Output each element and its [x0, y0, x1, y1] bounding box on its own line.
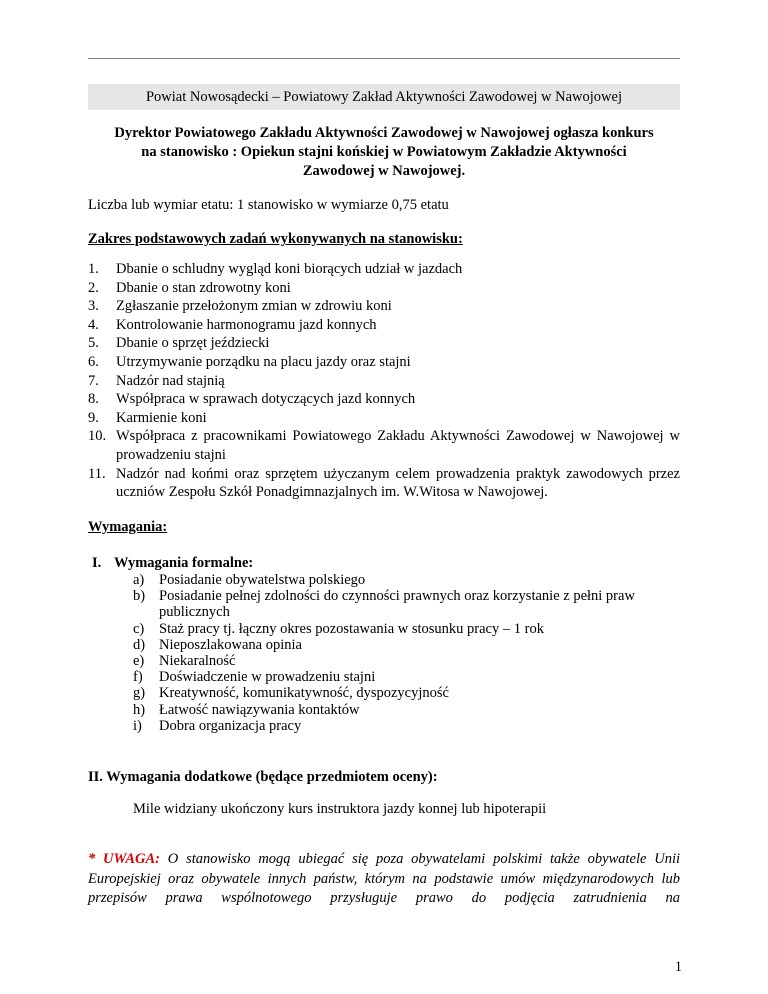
extra-requirements-heading: II. Wymagania dodatkowe (będące przedmiotem oceny): [88, 769, 438, 785]
announcement-line: na stanowisko : Opiekun stajni końskiej w Powiatowym Zakładzie Aktywności [141, 144, 627, 160]
list-item [133, 702, 680, 718]
list-item [88, 427, 680, 464]
list-item [133, 621, 680, 637]
list-item-letter: g) [133, 685, 146, 702]
list-item-text: Współpraca z pracownikami Powiatowego Zakładu Aktywności Zawodowej w Nawojowej w prowadzeniu stajni [116, 428, 680, 463]
formal-requirements-title: Wymagania formalne: [114, 555, 254, 571]
list-item [133, 718, 680, 734]
formal-requirements-heading [92, 554, 253, 573]
list-item-number: 6. [88, 353, 99, 370]
list-item [133, 588, 680, 620]
list-item-text: Zgłaszanie przełożonym zmian w zdrowiu koni [116, 298, 392, 315]
announcement-title [88, 124, 680, 181]
list-item-letter: f) [133, 669, 143, 686]
list-item [88, 465, 680, 502]
list-item-text: Niekaralność [159, 653, 236, 670]
list-item [88, 297, 680, 316]
requirements-heading: Wymagania: [88, 519, 168, 535]
list-item [88, 334, 680, 353]
list-item-text: Nadzór nad stajnią [116, 372, 225, 389]
list-item-number: 5. [88, 335, 99, 352]
list-item-number: 1. [88, 261, 99, 277]
list-item-letter: e) [133, 653, 145, 670]
tasks-heading [88, 230, 463, 249]
list-item [88, 279, 680, 298]
announcement-line: Dyrektor Powiatowego Zakładu Aktywności Zawodowej w Nawojowej ogłasza konkurs [114, 125, 654, 141]
list-item-text: Nadzór nad końmi oraz sprzętem użyczanym celem prowadzenia praktyk zawodowych przez uczniów Zespołu Szkół Ponadgimnazjalnych im. W.Witosa w Nawojowej. [116, 465, 680, 501]
list-item-letter: h) [133, 701, 146, 718]
list-item-letter: d) [133, 636, 146, 653]
list-item [133, 637, 680, 653]
extra-requirements-text: Mile widziany ukończony kurs instruktora jazdy konnej lub hipoterapii [133, 801, 547, 817]
note-label: * UWAGA: [88, 851, 160, 867]
list-item-text: Dbanie o sprzęt jeździecki [116, 335, 270, 352]
list-item-text: Karmienie koni [116, 409, 207, 426]
tasks-heading-colon: : [457, 231, 463, 247]
list-item-text: Łatwość nawiązywania kontaktów [159, 701, 360, 718]
list-item-text: Kreatywność, komunikatywność, dyspozycyjność [159, 685, 449, 702]
list-item-letter: b) [133, 588, 146, 605]
tasks-heading-text: Zakres podstawowych zadań wykonywanych na stanowisku [88, 231, 458, 247]
header-band: Powiat Nowosądecki – Powiatowy Zakład Aktywności Zawodowej w Nawojowej [88, 84, 680, 110]
list-item-text: Dobra organizacja pracy [159, 717, 302, 734]
formal-requirements-list [133, 572, 680, 734]
list-item-number: 10. [88, 428, 107, 445]
list-item [88, 316, 680, 335]
list-item-text: Kontrolowanie harmonogramu jazd konnych [116, 316, 377, 333]
list-item-number: 11. [88, 465, 106, 482]
list-item-text: Staż pracy tj. łączny okres pozostawania w stosunku pracy – 1 rok [159, 620, 544, 637]
note-paragraph [88, 850, 680, 909]
list-item-text: Doświadczenie w prowadzeniu stajni [159, 669, 376, 686]
list-item-letter: c) [133, 620, 145, 637]
page-number: 1 [674, 959, 682, 975]
list-item-text: Utrzymywanie porządku na placu jazdy oraz stajni [116, 353, 411, 370]
list-item-number: 4. [88, 316, 99, 333]
list-item [133, 653, 680, 669]
list-item-text: Dbanie o stan zdrowotny koni [116, 279, 291, 296]
list-item-letter: a) [133, 572, 145, 588]
list-item [88, 390, 680, 409]
list-item-number: 3. [88, 298, 99, 315]
list-item-text: Posiadanie pełnej zdolności do czynności prawnych oraz korzystanie z pełni praw publicznych [159, 588, 635, 621]
list-item [88, 409, 680, 428]
etat-info: Liczba lub wymiar etatu: 1 stanowisko w wymiarze 0,75 etatu [88, 197, 449, 213]
list-item-number: 8. [88, 391, 99, 408]
list-item [88, 260, 680, 279]
list-item-letter: i) [133, 717, 142, 734]
list-item-number: 9. [88, 409, 99, 426]
header-rule [88, 58, 680, 59]
list-item-text: Dbanie o schludny wygląd koni biorących udział w jazdach [116, 261, 463, 277]
announcement-line: Zawodowej w Nawojowej. [302, 163, 466, 179]
list-item [133, 685, 680, 701]
list-item-text: Posiadanie obywatelstwa polskiego [159, 572, 366, 588]
tasks-list [88, 260, 680, 502]
roman-numeral: I. [92, 555, 102, 571]
list-item [88, 372, 680, 391]
list-item [133, 572, 680, 588]
note-text: O stanowisko mogą ubiegać się poza obywatelami polskimi także obywatele Unii Europejskiej oraz obywatele innych państw, którym na podstawie umów międzynarodowych lub przepisów prawa wspólnotowego przysługuje prawo do podjęcia zatrudnienia na [88, 851, 681, 906]
list-item-text: Nieposzlakowana opinia [159, 636, 302, 653]
list-item-text: Współpraca w sprawach dotyczących jazd konnych [116, 391, 416, 408]
list-item-number: 2. [88, 279, 99, 296]
list-item [133, 669, 680, 685]
list-item-number: 7. [88, 372, 99, 389]
list-item [88, 353, 680, 372]
